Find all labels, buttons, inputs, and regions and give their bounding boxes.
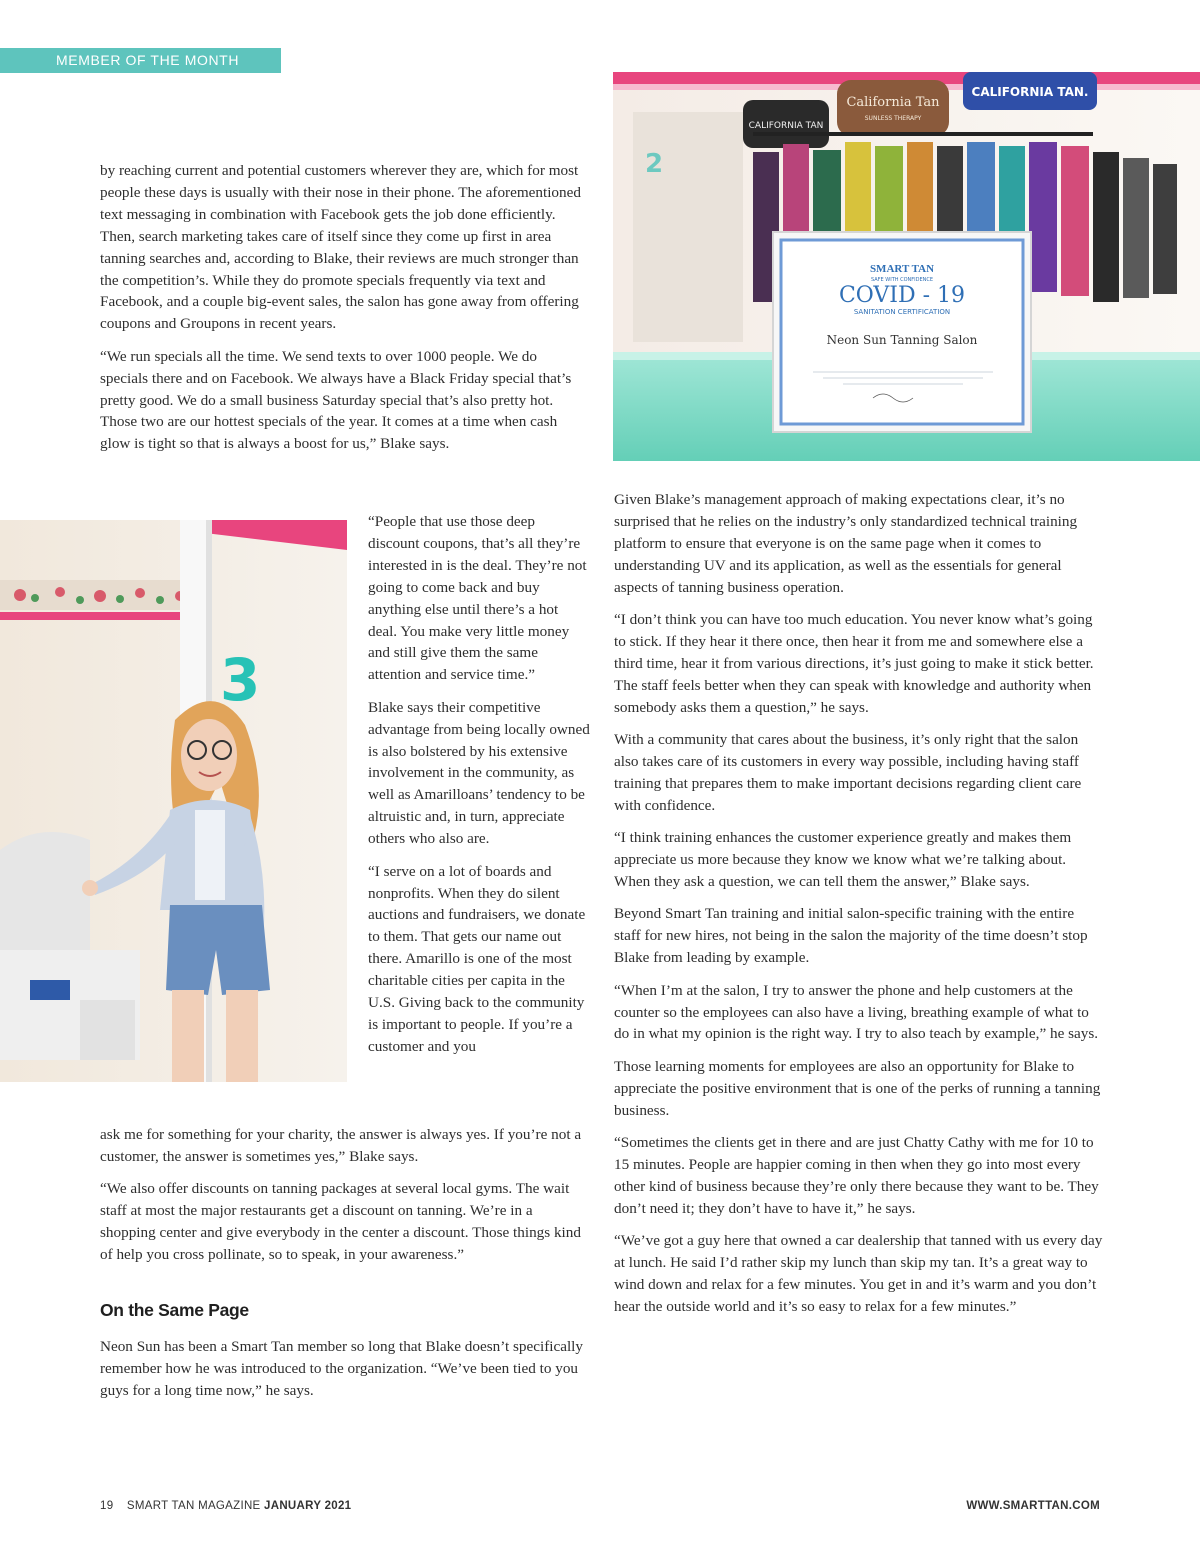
photo-salon-employee bbox=[0, 520, 347, 1082]
right-column bbox=[614, 489, 1104, 1328]
left-column-top bbox=[100, 160, 588, 466]
paragraph: “I think training enhances the customer experience greatly and makes them appreciate us more because they know we know what we’re talking about. When they ask a question, we can tell them the answer,” Blake says. bbox=[614, 829, 1072, 890]
left-column-bottom bbox=[100, 1124, 588, 1412]
section-tag: MEMBER OF THE MONTH bbox=[0, 48, 281, 73]
website-url: WWW.SMARTTAN.COM bbox=[966, 1500, 1100, 1512]
page-number: 19 bbox=[100, 1500, 114, 1512]
employee-photo-illustration bbox=[0, 520, 347, 1082]
paragraph: “People that use those deep discount coupons, that’s all they’re interested in is the deal. They’re not going to come back and buy anything else until there’s a hot deal. You make very little money and still give them the same attention and service time.” bbox=[368, 513, 587, 684]
room-number-2: 2 bbox=[645, 149, 664, 179]
paragraph: “I don’t think you can have too much education. You never know what’s going to stick. If they hear it there once, then hear it from me and somewhere else a third time, hear it from various directions, it’s just going to make it stick better. The staff feels better when they can speak with knowledge and authority when somebody asks them a question,” he says. bbox=[614, 611, 1094, 716]
room-number-3: 3 bbox=[220, 646, 261, 714]
page-footer bbox=[100, 1500, 1100, 1516]
magazine-name: SMART TAN MAGAZINE bbox=[126, 1500, 261, 1512]
left-column-narrow bbox=[368, 511, 590, 1058]
subheading: On the Same Page bbox=[100, 1299, 249, 1320]
paragraph: Beyond Smart Tan training and initial salon-specific training with the entire staff for new hires, not being in the salon the majority of the time doesn’t stop Blake from leading by example. bbox=[614, 905, 1088, 967]
paragraph: “We also offer discounts on tanning packages at several local gyms. The wait staff at most the major restaurants get a discount on tanning. We’re in a shopping center and give everybody in the center a discount. Those things kind of help you cross pollinate, so to speak, in your awareness.” bbox=[100, 1180, 581, 1264]
paragraph: “We run specials all the time. We send texts to over 1000 people. We do specials there and on Facebook. We always have a Black Friday special that’s pretty good. We do a small business Saturday special that’s also pretty hot. Those two are our hottest specials of the year. It comes at a time when cash glow is tight so that is always a boost for us,” Blake says. bbox=[100, 347, 572, 453]
cert-brand: SMART TAN bbox=[869, 263, 935, 275]
paragraph: “We’ve got a guy here that owned a car dealership that tanned with us every day at lunch. He said I’d rather skip my lunch than skip my tan. It’s a great way to wind down and relax for a few minutes. You get in and it’s warm and you don’t hear the outside world and it’s so easy to relax for a few minutes.” bbox=[614, 1232, 1103, 1315]
cert-subtitle: SANITATION CERTIFICATION bbox=[853, 308, 951, 316]
sign-text: California Tan bbox=[846, 95, 940, 110]
paragraph: Those learning moments for employees are also an opportunity for Blake to appreciate the positive environment that is one of the perks of running a tanning business. bbox=[614, 1057, 1101, 1119]
sign-text: CALIFORNIA TAN. bbox=[971, 85, 1089, 99]
paragraph: “I serve on a lot of boards and nonprofits. When they do silent auctions and fundraisers, we donate to them. That gets our name out there. Amarillo is one of the most charitable cities per capita in the U.S. Giving back to the community is important to people. If you’re a customer and you bbox=[368, 862, 586, 1055]
issue-date: JANUARY 2021 bbox=[264, 1500, 352, 1512]
cert-salon-name: Neon Sun Tanning Salon bbox=[826, 333, 978, 347]
sign-text: CALIFORNIA TAN bbox=[748, 121, 824, 131]
paragraph: “Sometimes the clients get in there and are just Chatty Cathy with me for 10 to 15 minutes. People are happier coming in then when they go into most every other kind of business because they’re only there because they want to be. They don’t need it; they don’t have to have it,” he says. bbox=[614, 1134, 1099, 1217]
footer-left bbox=[100, 1500, 351, 1512]
photo-covid-certificate bbox=[613, 72, 1200, 461]
sign-text: SUNLESS THERAPY bbox=[864, 115, 922, 122]
cert-title: COVID - 19 bbox=[838, 283, 966, 308]
paragraph: Blake says their competitive advantage from being locally owned is also bolstered by his extensive involvement in the community, as well as Amarilloans’ tendency to be altruistic and, in turn, appreciate others who also are. bbox=[368, 698, 590, 848]
paragraph: Neon Sun has been a Smart Tan member so long that Blake doesn’t specifically remember how he was introduced to the organization. “We’ve been tied to you guys for a long time now,” he says. bbox=[100, 1337, 583, 1399]
paragraph: With a community that cares about the business, it’s only right that the salon also takes care of its customers in every way possible, including having staff training that prepares them to make important decisions regarding client care with confidence. bbox=[614, 731, 1082, 814]
cert-tagline: SAFE WITH CONFIDENCE bbox=[870, 277, 934, 283]
paragraph: by reaching current and potential customers wherever they are, which for most people these days is usually with their nose in their phone. The aforementioned text messaging in combination with Facebook gets the job done efficiently. Then, search marketing takes care of itself since they come up first in area tanning searches and, according to Blake, their reviews are much stronger than the competition’s. While they do promote specials frequently via text and Facebook, and a couple big-event sales, the salon has gone away from offering coupons and Groupons in recent years. bbox=[100, 162, 581, 333]
certificate-photo-illustration bbox=[613, 72, 1200, 461]
paragraph: “When I’m at the salon, I try to answer the phone and help customers at the counter so the employees can also have a living, breathing example of what to do in what my opinion is the right way. I try to also teach by example,” he says. bbox=[614, 981, 1099, 1043]
paragraph: ask me for something for your charity, the answer is always yes. If you’re not a customer, the answer is sometimes yes,” Blake says. bbox=[100, 1126, 582, 1165]
paragraph: Given Blake’s management approach of making expectations clear, it’s no surprised that he relies on the industry’s only standardized technical training platform to ensure that everyone is on the same page when it comes to understanding UV and its application, as well as the essentials for general aspects of tanning business operation. bbox=[614, 491, 1078, 596]
